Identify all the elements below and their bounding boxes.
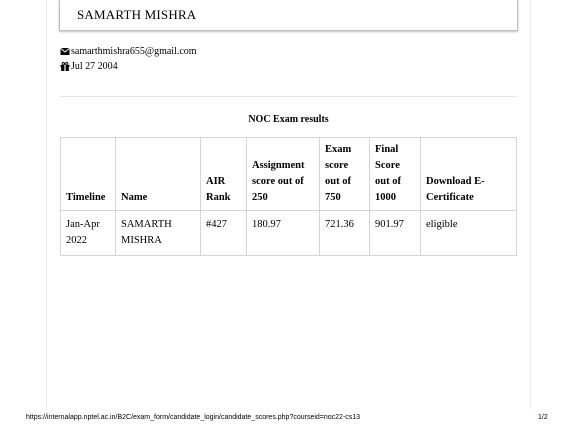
cell-air-rank: #427 (201, 211, 247, 256)
name-card (59, 0, 518, 31)
results-title: NOC Exam results (248, 114, 329, 125)
table-header-row (61, 138, 517, 211)
cell-assignment-score: 180.97 (247, 211, 320, 256)
cell-timeline: Jan-Apr 2022 (61, 211, 116, 256)
header-download-certificate: Download E-Certificate (421, 138, 517, 211)
footer-url: https://internalapp.nptel.ac.in/B2C/exam_form/candidate_login/candidate_scores.php?courseid=noc22-cs13 (26, 414, 361, 421)
cell-certificate-status: eligible (421, 211, 517, 256)
gift-icon (60, 62, 70, 71)
header-exam-score: Exam score out of 750 (320, 138, 370, 211)
cell-name: SAMARTH MISHRA (116, 211, 201, 256)
email-row (60, 46, 197, 57)
header-assignment-score: Assignment score out of 250 (247, 138, 320, 211)
email-text: samarthmishra655@gmail.com (71, 46, 197, 57)
cell-final-score: 901.97 (370, 211, 421, 256)
dob-row (60, 61, 118, 72)
table-row (61, 211, 517, 256)
header-air-rank: AIR Rank (201, 138, 247, 211)
dob-text: Jul 27 2004 (71, 61, 118, 72)
header-timeline: Timeline (61, 138, 116, 211)
cell-exam-score: 721.36 (320, 211, 370, 256)
header-name: Name (116, 138, 201, 211)
candidate-name: SAMARTH MISHRA (77, 7, 197, 22)
results-table (60, 137, 517, 256)
envelope-icon (60, 47, 70, 56)
footer-page-number: 1/2 (538, 414, 548, 421)
divider (60, 96, 517, 97)
header-final-score: Final Score out of 1000 (370, 138, 421, 211)
